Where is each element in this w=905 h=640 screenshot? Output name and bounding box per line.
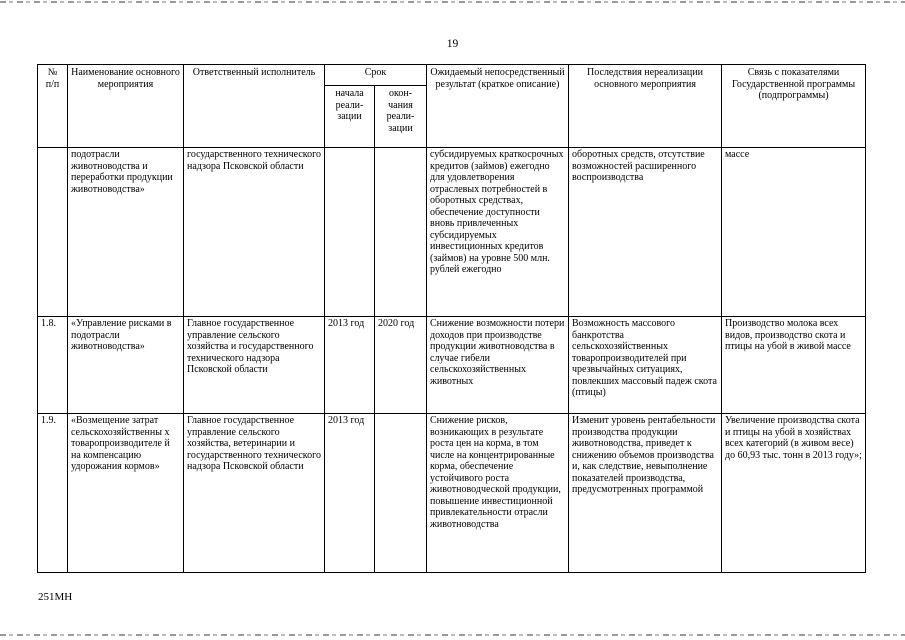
table-row	[38, 317, 866, 414]
row-start: 2013 год	[325, 317, 375, 414]
header-expected: Ожидаемый непосредственный результат (краткое описание)	[427, 65, 569, 148]
header-link: Связь с показателями Государственной программы (подпрограммы)	[722, 65, 866, 148]
header-name: Наименование основного мероприятия	[68, 65, 184, 148]
activities-table	[37, 64, 866, 573]
row-responsible: государственного технического надзора Псковской области	[184, 148, 325, 317]
page-number: 19	[446, 38, 459, 50]
row-start: 2013 год	[325, 414, 375, 573]
table-row	[38, 148, 866, 317]
row-name: подотрасли животноводства и переработки продукции животноводства»	[68, 148, 184, 317]
row-consequences: Изменит уровень рентабельности производства продукции животноводства, приведет к снижению объемов производства и, как следствие, невыполнение показателей производства, предусмотренных программой	[569, 414, 722, 573]
row-end	[375, 148, 427, 317]
row-num: 1.9.	[38, 414, 68, 573]
table-row	[38, 414, 866, 573]
row-expected: субсидируемых краткосрочных кредитов (займов) ежегодно для удовлетворения отраслевых потребностей в оборотных средствах, обеспечение доступности вновь привлеченных субсидируемых инвестиционных кредитов (займов) на уровне 500 млн. рублей ежегодно	[427, 148, 569, 317]
row-link: Производство молока всех видов, производство скота и птицы на убой в живой массе	[722, 317, 866, 414]
row-name: «Возмещение затрат сельскохозяйственны х товаропроизводителе й на компенсацию удорожания кормов»	[68, 414, 184, 573]
header-consequences: Последствия нереализации основного мероприятия	[569, 65, 722, 148]
footer-document-code: 251МН	[38, 591, 73, 603]
header-term: Срок	[325, 65, 427, 86]
row-start	[325, 148, 375, 317]
row-num	[38, 148, 68, 317]
scan-border-bottom	[0, 634, 905, 636]
row-responsible: Главное государственное управление сельского хозяйства, ветеринарии и государственного технического надзора Псковской области	[184, 414, 325, 573]
row-end: 2020 год	[375, 317, 427, 414]
scan-border-top	[0, 1, 905, 3]
header-term-end: окон-чания реали-зации	[375, 86, 427, 148]
header-responsible: Ответственный исполнитель	[184, 65, 325, 148]
row-link: Увеличение производства скота и птицы на убой в хозяйствах всех категорий (в живом весе) до 60,93 тыс. тонн в 2013 году»;	[722, 414, 866, 573]
row-end	[375, 414, 427, 573]
row-consequences: оборотных средств, отсутствие возможностей расширенного воспроизводства	[569, 148, 722, 317]
row-expected: Снижение рисков, возникающих в результате роста цен на корма, в том числе на концентрированные корма, обеспечение устойчивого роста животноводческой продукции, повышение инвестиционной привлекательности отрасли животноводства	[427, 414, 569, 573]
header-num: № п/п	[38, 65, 68, 148]
row-link: массе	[722, 148, 866, 317]
row-expected: Снижение возможности потери доходов при производстве продукции животноводства в случае гибели сельскохозяйственных животных	[427, 317, 569, 414]
header-term-start: начала реали-зации	[325, 86, 375, 148]
row-name: «Управление рисками в подотрасли животноводства»	[68, 317, 184, 414]
row-consequences: Возможность массового банкротства сельскохозяйственных товаропроизводителей при чрезвычайных ситуациях, повлекших массовый падеж скота (птицы)	[569, 317, 722, 414]
row-num: 1.8.	[38, 317, 68, 414]
row-responsible: Главное государственное управление сельского хозяйства и государственного технического надзора Псковской области	[184, 317, 325, 414]
